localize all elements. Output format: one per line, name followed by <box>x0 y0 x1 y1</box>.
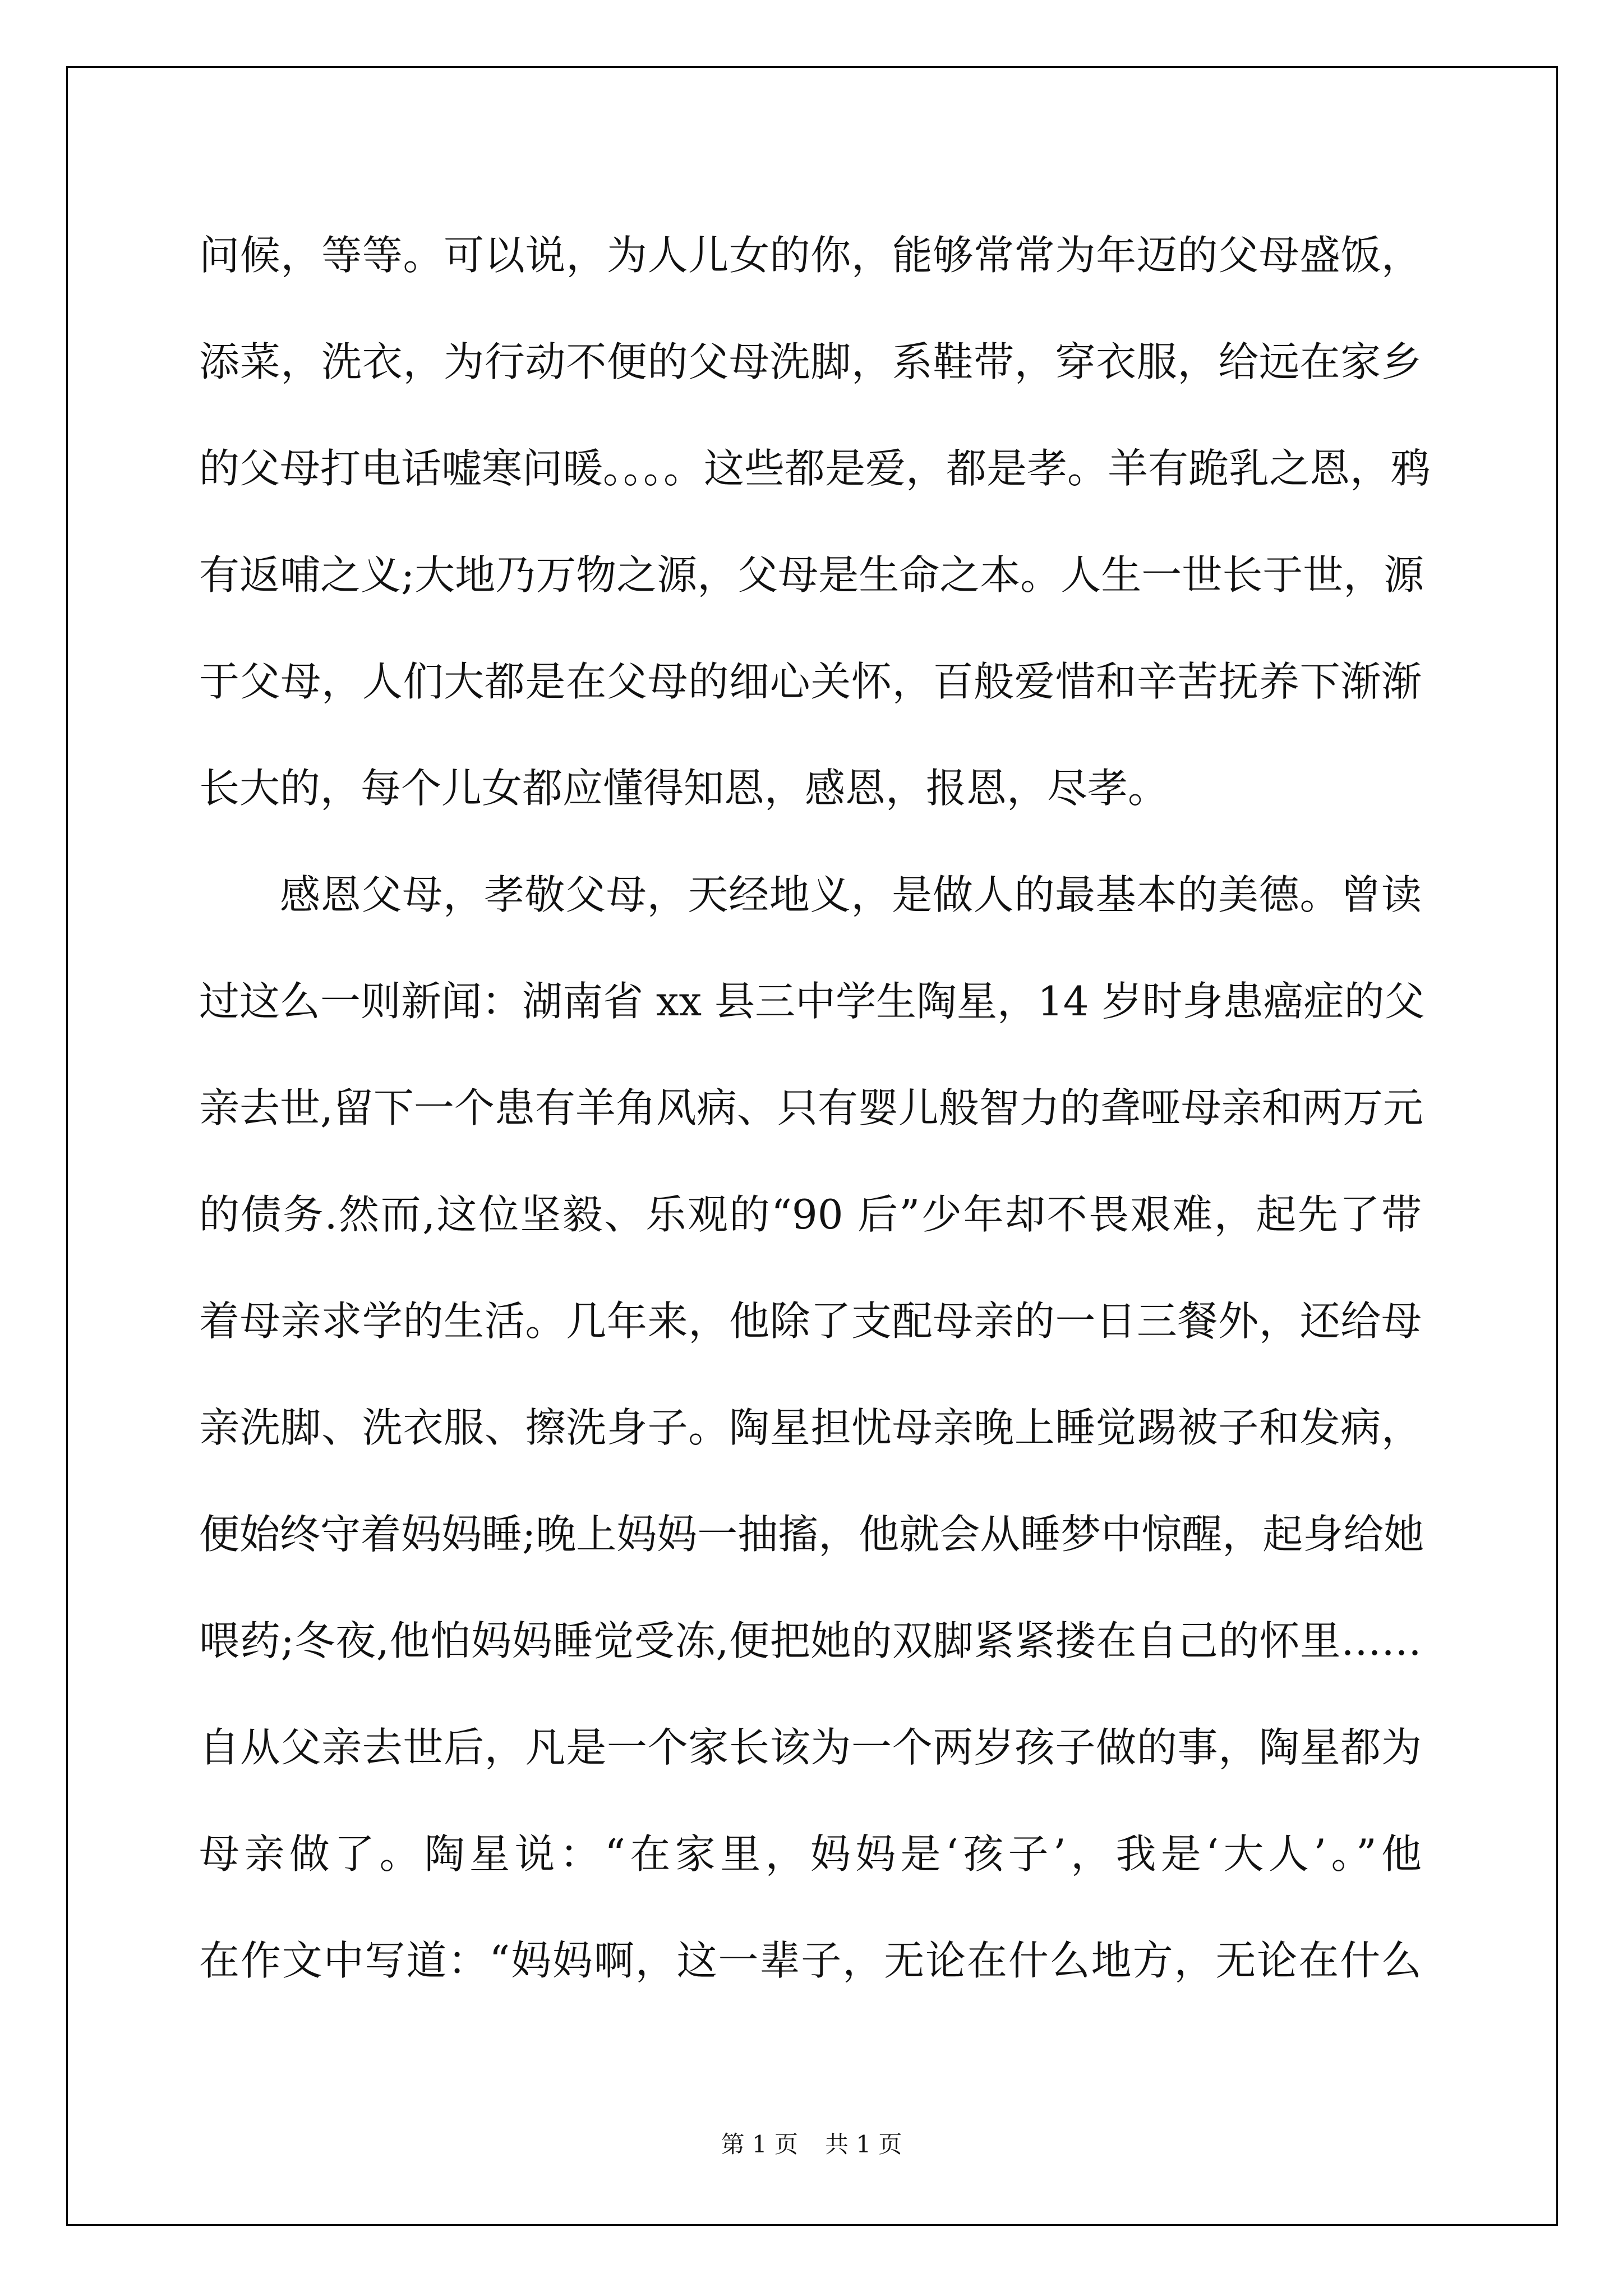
text-line: 自从父亲去世后，凡是一个家长该为一个两岁孩子做的事，陶星都为 <box>199 1724 1422 1771</box>
text-line: 长大的，每个儿女都应懂得知恩，感恩，报恩，尽孝。 <box>199 765 1169 812</box>
text-line: 着母亲求学的生活。几年来，他除了支配母亲的一日三餐外，还给母 <box>199 1297 1422 1345</box>
text-line: 亲去世,留下一个患有羊角风病、只有婴儿般智力的聋哑母亲和两万元 <box>199 1084 1423 1131</box>
text-line: 于父母，人们大都是在父母的细心关怀，百般爱惜和辛苦抚养下渐渐 <box>199 658 1422 705</box>
text-line: 的父母打电话嘘寒问暖。。。。这些都是爱，都是孝。羊有跪乳之恩，鸦 <box>199 445 1431 492</box>
text-line: 过这么一则新闻：湖南省 xx 县三中学生陶星，14 岁时身患癌症的父 <box>199 978 1425 1025</box>
text-line: 亲洗脚、洗衣服、擦洗身子。陶星担忧母亲晚上睡觉踢被子和发病， <box>199 1404 1422 1451</box>
page-total: 共 1 页 <box>825 2131 902 2158</box>
page-footer <box>0 2126 1623 2160</box>
paragraph-first-line: 感恩父母，孝敬父母，天经地义，是做人的最基本的美德。曾读 <box>280 871 1422 918</box>
page-number: 第 1 页 <box>721 2131 798 2158</box>
document-body <box>199 202 1431 2014</box>
text-line: 在作文中写道：“妈妈啊，这一辈子，无论在什么地方，无论在什么 <box>199 1937 1422 1984</box>
text-line: 添菜，洗衣，为行动不便的父母洗脚，系鞋带，穿衣服，给远在家乡 <box>199 338 1422 385</box>
text-line: 问候，等等。可以说，为人儿女的你，能够常常为年迈的父母盛饭， <box>199 232 1422 279</box>
text-line: 便始终守着妈妈睡;晚上妈妈一抽搐，他就会从睡梦中惊醒，起身给她 <box>199 1511 1424 1558</box>
text-line: 母亲做了。陶星说：“在家里，妈妈是‘孩子’，我是‘大人’。”他 <box>199 1830 1422 1878</box>
text-line: 有返哺之义;大地乃万物之源，父母是生命之本。人生一世长于世，源 <box>199 551 1424 599</box>
text-line: 的债务.然而,这位坚毅、乐观的“90 后”少年却不畏艰难，起先了带 <box>199 1191 1422 1238</box>
text-line: 喂药;冬夜,他怕妈妈睡觉受冻,便把她的双脚紧紧搂在自己的怀里…… <box>199 1617 1422 1664</box>
